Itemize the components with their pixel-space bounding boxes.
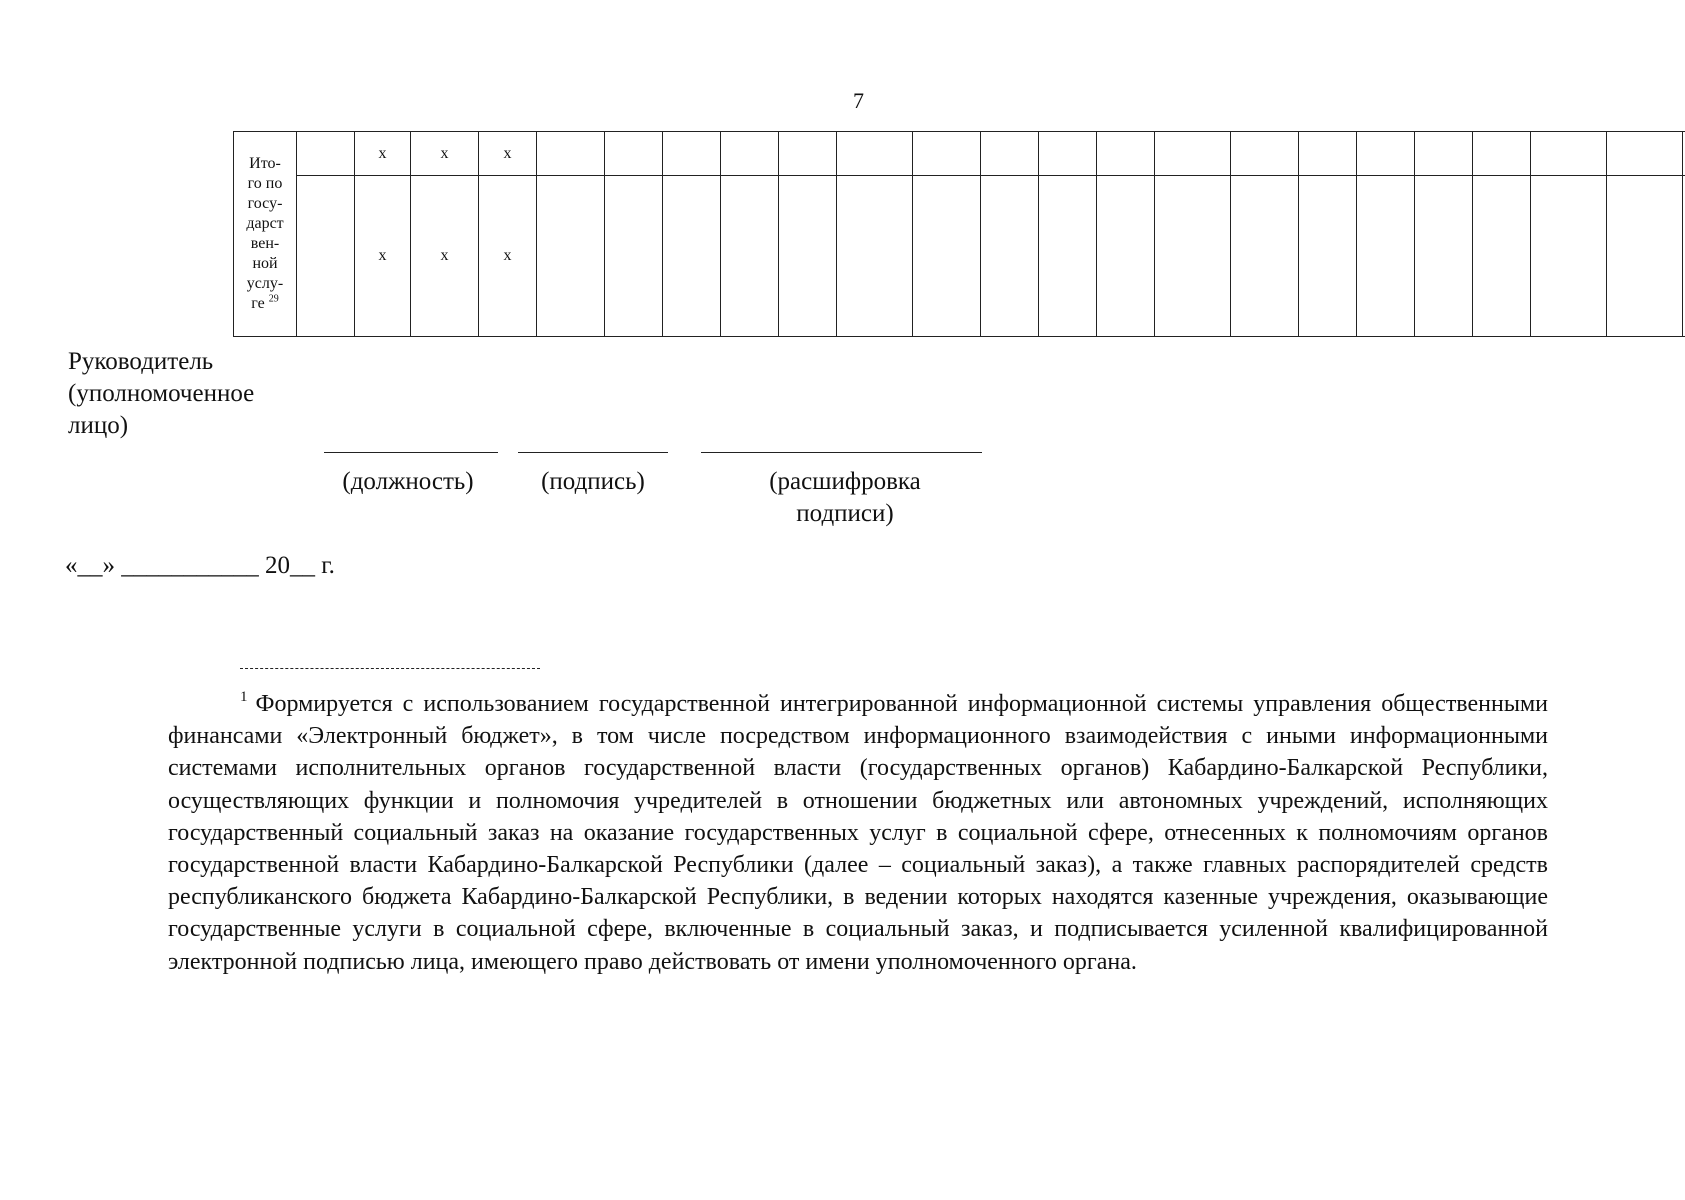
footnote-separator (240, 668, 540, 669)
table-cell-mark: x (411, 176, 479, 337)
position-blank-line (324, 452, 498, 453)
footnote-number: 1 (240, 689, 248, 705)
decoding-caption-line: (расшифровка (769, 468, 921, 495)
table-cell (779, 176, 837, 337)
signature-blank-line (518, 452, 668, 453)
signer-label (68, 346, 254, 442)
total-label-line: дарст (246, 215, 284, 232)
page-number: 7 (853, 88, 864, 113)
table-cell-mark: x (355, 132, 411, 176)
table-cell-mark: x (411, 132, 479, 176)
total-label-line: услу- (246, 275, 284, 292)
table-cell-mark: x (479, 132, 537, 176)
decoding-caption (720, 466, 970, 530)
table-cell-mark: x (479, 176, 537, 337)
total-label-line: ной (252, 255, 278, 272)
table-cell (1531, 132, 1607, 176)
table-cell (297, 176, 355, 337)
table-cell (837, 132, 913, 176)
total-label-line: госу- (247, 195, 283, 212)
table-cell (1607, 176, 1683, 337)
table-cell (981, 132, 1039, 176)
table-cell (1155, 176, 1231, 337)
table-cell (1473, 132, 1531, 176)
table-cell (779, 132, 837, 176)
table-row (234, 176, 1685, 337)
table-cell (1531, 176, 1607, 337)
table-cell (1415, 176, 1473, 337)
footnote-text: Формируется с использованием государственной интегрированной информационной системы управления общественными финансами «Электронный бюджет», в том числе посредством информационного взаимодействия с иными информационными системами исполнительных органов государственной власти (государственных органов) Кабардино-Балкарской Республики, осуществляющих функции и полномочия учредителей в отношении бюджетных или автономных учреждений, исполняющих государственный социальный заказ на оказание государственных услуг в социальной сфере, отнесенных к полномочиям органов государственной власти Кабардино-Балкарской Республики (далее – социальный заказ), а также главных распорядителей средств республиканского бюджета Кабардино-Балкарской Республики, в ведении которых находятся казенные учреждения, оказывающие государственные услуги в социальной сфере, включенные в социальный заказ, и подписывается усиленной квалифицированной электронной подписью лица, имеющего право действовать от имени уполномоченного органа. (168, 691, 1548, 975)
table-cell (1039, 132, 1097, 176)
table-cell (1231, 132, 1299, 176)
total-label-line: го по (247, 175, 283, 192)
total-label-cell (234, 132, 297, 337)
signer-label-line: Руководитель (68, 348, 214, 375)
decoding-caption-line: подписи) (796, 500, 894, 527)
table-cell (837, 176, 913, 337)
table-cell (297, 132, 355, 176)
table-cell (1299, 132, 1357, 176)
footnote (168, 688, 1548, 978)
table-cell (663, 132, 721, 176)
total-summary-table (233, 131, 1685, 337)
table-cell (1039, 176, 1097, 337)
table-cell (537, 132, 605, 176)
table-cell (913, 132, 981, 176)
table-cell (981, 176, 1039, 337)
table-cell (1097, 176, 1155, 337)
signer-label-line: лицо) (68, 412, 129, 439)
table-cell (1473, 176, 1531, 337)
table-cell (1607, 132, 1683, 176)
signature-caption: (подпись) (541, 468, 645, 495)
total-label-line: ге $^{29}$ (251, 293, 279, 312)
table-cell (1299, 176, 1357, 337)
table-cell (1357, 176, 1415, 337)
table-cell (605, 176, 663, 337)
table-cell (537, 176, 605, 337)
signer-label-line: (уполномоченное (68, 380, 255, 407)
table-cell (721, 132, 779, 176)
table-cell (1231, 176, 1299, 337)
table-cell (1357, 132, 1415, 176)
date-line: «__» ___________ 20__ г. (65, 552, 335, 579)
total-label-line: вен- (250, 235, 280, 252)
table-cell-mark: x (355, 176, 411, 337)
footnote-ref: 29 (268, 293, 279, 305)
table-cell (913, 176, 981, 337)
table-row (234, 132, 1685, 176)
table-cell (721, 176, 779, 337)
position-caption: (должность) (342, 468, 474, 495)
table-cell (1097, 132, 1155, 176)
table-cell (605, 132, 663, 176)
table-cell (663, 176, 721, 337)
table-cell (1415, 132, 1473, 176)
table-cell (1155, 132, 1231, 176)
decoding-blank-line (701, 452, 982, 453)
total-label-line: Ито- (249, 155, 281, 172)
